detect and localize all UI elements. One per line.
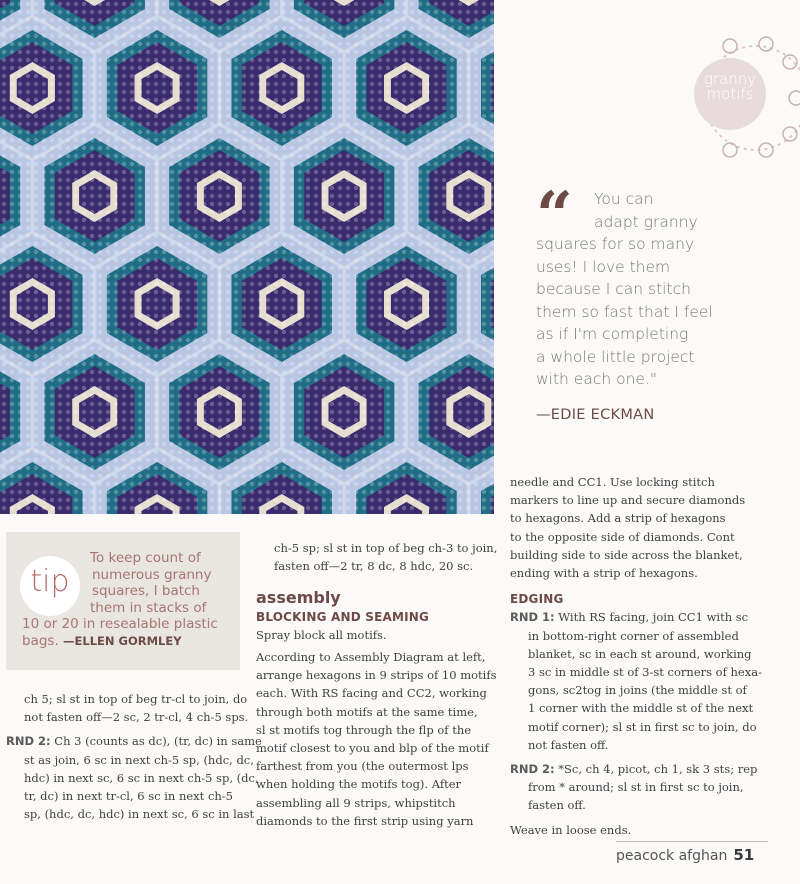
body-line: Ch 3 (counts as dc), (tr, dc) in same bbox=[54, 734, 262, 749]
body-line: 1 corner with the middle st of the next bbox=[528, 701, 754, 716]
body-line: motif closest to you and blp of the motif bbox=[256, 741, 489, 756]
tip-line: squares, I batch bbox=[92, 583, 200, 599]
body-line: ch 5; sl st in top of beg tr-cl to join, do bbox=[24, 692, 248, 706]
assembly-heading: assembly bbox=[256, 588, 341, 608]
section-tag bbox=[686, 28, 800, 168]
body-line: ch-5 sp; sl st in top of beg ch-3 to join, bbox=[274, 541, 498, 555]
rnd1-label: RND 1: bbox=[510, 610, 555, 625]
quote-mark-icon: “ bbox=[536, 178, 573, 253]
body-line: to the opposite side of diamonds. Cont bbox=[510, 529, 735, 544]
body-line: *Sc, ch 4, picot, ch 1, sk 3 sts; rep bbox=[558, 762, 758, 777]
body-line: tr, dc) in next tr-cl, 6 sc in next ch-5 bbox=[24, 789, 233, 804]
tip-badge-label: tip bbox=[30, 564, 70, 599]
body-line: motif corner); sl st in first sc to join, do bbox=[528, 719, 757, 734]
body-line: through both motifs at the same time, bbox=[256, 704, 478, 719]
tip-line: To keep count of bbox=[90, 550, 201, 566]
body-line: ending with a strip of hexagons. bbox=[510, 566, 698, 581]
crochet-motifs-image bbox=[0, 0, 494, 514]
edging-heading: EDGING bbox=[510, 592, 564, 607]
body-line: With RS facing, join CC1 with sc bbox=[558, 610, 749, 625]
column-1 bbox=[6, 690, 262, 823]
pull-quote bbox=[536, 178, 764, 423]
quote-line: because I can stitch bbox=[536, 280, 691, 298]
tip-line: numerous granny bbox=[92, 566, 212, 583]
quote-line: them so fast that I feel bbox=[536, 302, 713, 321]
tip-line: them in stacks of bbox=[90, 599, 207, 616]
body-line: not fasten off. bbox=[528, 737, 609, 752]
quote-line: with each one." bbox=[536, 370, 658, 388]
body-line: building side to side across the blanket, bbox=[510, 547, 743, 562]
tip-author: —ELLEN GORMLEY bbox=[63, 633, 182, 648]
tip-box bbox=[6, 532, 240, 670]
body-line: from * around; sl st in first sc to join, bbox=[528, 780, 744, 795]
section-tag-word-2: motifs bbox=[706, 85, 754, 103]
body-line: 3 sc in middle st of 3-st corners of hexa- bbox=[528, 665, 762, 680]
body-line: arrange hexagons in 9 strips of 10 motifs bbox=[256, 668, 497, 683]
body-line: fasten off—2 tr, 8 dc, 8 hdc, 20 sc. bbox=[274, 559, 474, 574]
quote-line: squares for so many bbox=[536, 235, 695, 253]
body-line: markers to line up and secure diamonds bbox=[510, 493, 746, 508]
body-line: when holding the motifs tog). After bbox=[256, 777, 462, 792]
body-line: According to Assembly Diagram at left, bbox=[256, 650, 486, 665]
blocking-subheading: BLOCKING AND SEAMING bbox=[256, 609, 430, 624]
body-line: sl st motifs tog through the flp of the bbox=[256, 722, 472, 737]
body-line: st as join, 6 sc in next ch-5 sp, (hdc, dc, bbox=[24, 752, 254, 767]
quote-line: a whole little project bbox=[536, 347, 695, 366]
body-line: to hexagons. Add a strip of hexagons bbox=[510, 511, 726, 526]
section-tag-word-1: granny bbox=[703, 70, 757, 88]
rnd2-label: RND 2: bbox=[6, 734, 51, 749]
body-line: in bottom-right corner of assembled bbox=[528, 628, 739, 643]
body-line: Spray block all motifs. bbox=[256, 627, 387, 642]
footer-rule bbox=[616, 841, 768, 842]
tip-text bbox=[22, 550, 242, 649]
body-line: fasten off. bbox=[528, 798, 586, 813]
body-line: farthest from you (the outermost lps bbox=[256, 759, 469, 774]
page-footer bbox=[616, 846, 754, 864]
body-line: diamonds to the first strip using yarn bbox=[256, 813, 474, 828]
body-line: gons, sc2tog in joins (the middle st of bbox=[528, 683, 747, 698]
body-line: Weave in loose ends. bbox=[510, 822, 632, 837]
column-2 bbox=[256, 539, 498, 830]
tip-last-line: bags. bbox=[22, 632, 59, 649]
body-line: blanket, sc in each st around, working bbox=[528, 646, 752, 661]
body-line: sp, (hdc, dc, hdc) in next sc, 6 sc in last bbox=[24, 807, 255, 822]
body-line: needle and CC1. Use locking stitch bbox=[510, 475, 715, 489]
body-line: each. With RS facing and CC2, working bbox=[256, 686, 487, 701]
column-3 bbox=[510, 473, 764, 839]
quote-line: uses! I love them bbox=[536, 257, 671, 276]
quote-line: adapt granny bbox=[594, 212, 698, 231]
page-number: 51 bbox=[733, 846, 755, 864]
body-line: not fasten off—2 sc, 2 tr-cl, 4 ch-5 sps. bbox=[24, 710, 249, 725]
quote-author: —EDIE ECKMAN bbox=[536, 406, 655, 423]
body-line: hdc) in next sc, 6 sc in next ch-5 sp, (dc, bbox=[24, 770, 259, 785]
body-line: assembling all 9 strips, whipstitch bbox=[256, 795, 456, 810]
quote-line: You can bbox=[594, 190, 654, 208]
afghan-photo bbox=[0, 0, 494, 514]
quote-line: as if I'm completing bbox=[536, 325, 689, 343]
footer-title: peacock afghan bbox=[616, 848, 728, 864]
tip-line: 10 or 20 in resealable plastic bbox=[22, 616, 218, 632]
rnd2-label: RND 2: bbox=[510, 762, 555, 777]
